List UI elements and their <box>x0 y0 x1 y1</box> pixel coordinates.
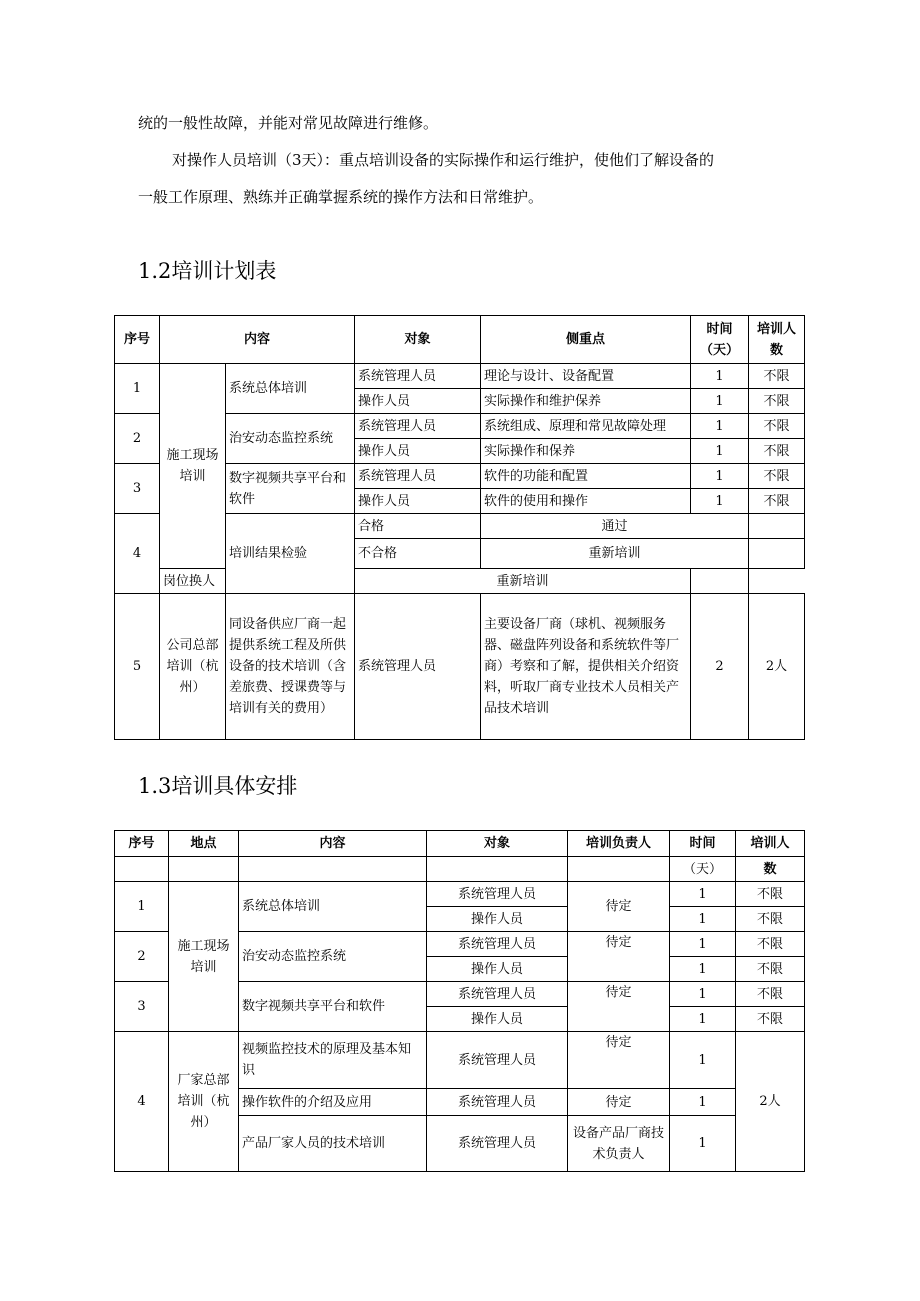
focus-cell: 软件的功能和配置 <box>481 464 691 489</box>
people-cell: 2人 <box>749 594 805 740</box>
people-cell: 不限 <box>749 439 805 464</box>
site-cell: 厂家总部培训（杭州） <box>169 1032 239 1172</box>
empty-cell <box>691 569 749 594</box>
target-cell: 系统管理人员 <box>427 1032 568 1089</box>
target-cell: 操作人员 <box>427 957 568 982</box>
outcome-cell: 重新培训 <box>355 569 691 594</box>
site-cell: 公司总部培训（杭州） <box>160 594 226 740</box>
header-people-cont: 数 <box>736 857 805 882</box>
row-no: 3 <box>115 464 160 514</box>
content-cell: 培训结果检验 <box>226 514 355 594</box>
row-no: 2 <box>115 932 169 982</box>
target-cell: 系统管理人员 <box>427 982 568 1007</box>
target-cell: 操作人员 <box>355 439 481 464</box>
time-cell: 1 <box>691 439 749 464</box>
people-cell: 不限 <box>749 389 805 414</box>
header-time-unit: （天） <box>670 857 736 882</box>
owner-cell: 待定 <box>568 1089 670 1116</box>
target-cell: 操作人员 <box>355 389 481 414</box>
owner-cell: 待定 <box>568 982 670 1032</box>
time-cell: 1 <box>691 389 749 414</box>
content-cell: 治安动态监控系统 <box>239 932 427 982</box>
outcome-cell: 重新培训 <box>481 539 749 569</box>
target-cell: 系统管理人员 <box>355 464 481 489</box>
header-time: 时间 <box>670 831 736 857</box>
header-time: 时间（天） <box>691 316 749 364</box>
target-cell: 系统管理人员 <box>355 594 481 740</box>
target-cell: 系统管理人员 <box>427 1116 568 1172</box>
people-cell: 不限 <box>749 364 805 389</box>
target-cell: 系统管理人员 <box>427 1089 568 1116</box>
time-cell: 1 <box>670 982 736 1007</box>
target-cell: 系统管理人员 <box>355 414 481 439</box>
site-cell: 施工现场培训 <box>169 882 239 1032</box>
header-target: 对象 <box>427 831 568 857</box>
outcome-cell: 通过 <box>481 514 749 539</box>
focus-cell: 软件的使用和操作 <box>481 489 691 514</box>
target-cell: 操作人员 <box>427 1007 568 1032</box>
people-cell: 不限 <box>749 464 805 489</box>
owner-cell: 待定 <box>568 932 670 982</box>
people-cell: 不限 <box>736 907 805 932</box>
row-no: 4 <box>115 514 160 594</box>
site-cell: 施工现场培训 <box>160 364 226 569</box>
empty-cell <box>427 857 568 882</box>
training-schedule-table <box>114 830 805 1172</box>
row-no: 2 <box>115 414 160 464</box>
people-cell: 不限 <box>736 932 805 957</box>
header-no: 序号 <box>115 831 169 857</box>
target-cell: 操作人员 <box>427 907 568 932</box>
header-place: 地点 <box>169 831 239 857</box>
target-cell: 系统管理人员 <box>427 882 568 907</box>
row-no: 4 <box>115 1032 169 1172</box>
empty-cell <box>749 514 805 539</box>
owner-cell: 待定 <box>568 1032 670 1089</box>
section-title-training-plan: 1.2培训计划表 <box>138 259 277 283</box>
time-cell: 1 <box>691 489 749 514</box>
time-cell: 1 <box>670 1007 736 1032</box>
time-cell: 1 <box>691 414 749 439</box>
row-no: 5 <box>115 594 160 740</box>
owner-cell: 设备产品厂商技术负责人 <box>568 1116 670 1172</box>
time-cell: 1 <box>691 364 749 389</box>
empty-cell <box>115 857 169 882</box>
intro-line-1: 统的一般性故障，并能对常见故障进行维修。 <box>138 114 439 132</box>
row-no: 3 <box>115 982 169 1032</box>
time-cell: 1 <box>670 882 736 907</box>
people-cell: 不限 <box>749 489 805 514</box>
training-plan-table <box>114 315 805 740</box>
focus-cell: 理论与设计、设备配置 <box>481 364 691 389</box>
target-cell: 操作人员 <box>355 489 481 514</box>
focus-cell: 系统组成、原理和常见故障处理 <box>481 414 691 439</box>
header-content: 内容 <box>160 316 355 364</box>
header-focus: 侧重点 <box>481 316 691 364</box>
time-cell: 1 <box>670 957 736 982</box>
row-no: 1 <box>115 882 169 932</box>
content-cell: 操作软件的介绍及应用 <box>239 1089 427 1116</box>
time-cell: 1 <box>670 907 736 932</box>
content-cell: 数字视频共享平台和软件 <box>239 982 427 1032</box>
result-cell: 不合格 <box>355 539 481 569</box>
intro-line-2: 对操作人员培训（3天）：重点培训设备的实际操作和运行维护，使他们了解设备的 <box>172 151 715 169</box>
focus-cell: 实际操作和维护保养 <box>481 389 691 414</box>
content-cell: 视频监控技术的原理及基本知识 <box>239 1032 427 1089</box>
people-cell: 不限 <box>749 414 805 439</box>
result-cell: 岗位换人 <box>160 569 226 594</box>
header-owner: 培训负责人 <box>568 831 670 857</box>
target-cell: 系统管理人员 <box>427 932 568 957</box>
people-cell: 不限 <box>736 982 805 1007</box>
target-cell: 系统管理人员 <box>355 364 481 389</box>
section-title-training-schedule: 1.3培训具体安排 <box>138 774 298 798</box>
empty-cell <box>568 857 670 882</box>
content-cell: 数字视频共享平台和软件 <box>226 464 355 514</box>
time-cell: 1 <box>670 932 736 957</box>
header-no: 序号 <box>115 316 160 364</box>
empty-cell <box>749 539 805 569</box>
header-content: 内容 <box>239 831 427 857</box>
time-cell: 1 <box>670 1116 736 1172</box>
empty-cell <box>239 857 427 882</box>
people-cell: 2人 <box>736 1032 805 1172</box>
content-cell: 治安动态监控系统 <box>226 414 355 464</box>
row-no: 1 <box>115 364 160 414</box>
focus-cell: 实际操作和保养 <box>481 439 691 464</box>
people-cell: 不限 <box>736 957 805 982</box>
owner-cell: 待定 <box>568 882 670 932</box>
people-cell: 不限 <box>736 1007 805 1032</box>
header-people: 培训人数 <box>749 316 805 364</box>
empty-cell <box>169 857 239 882</box>
people-cell: 不限 <box>736 882 805 907</box>
time-cell: 2 <box>691 594 749 740</box>
content-cell: 产品厂家人员的技术培训 <box>239 1116 427 1172</box>
header-target: 对象 <box>355 316 481 364</box>
intro-line-3: 一般工作原理、熟练并正确掌握系统的操作方法和日常维护。 <box>138 188 544 206</box>
result-cell: 合格 <box>355 514 481 539</box>
time-cell: 1 <box>691 464 749 489</box>
content-cell: 系统总体培训 <box>239 882 427 932</box>
header-people: 培训人 <box>736 831 805 857</box>
content-cell: 系统总体培训 <box>226 364 355 414</box>
focus-cell: 主要设备厂商（球机、视频服务器、磁盘阵列设备和系统软件等厂商）考察和了解，提供相关介绍资料，听取厂商专业技术人员相关产品技术培训 <box>481 594 691 740</box>
time-cell: 1 <box>670 1032 736 1089</box>
content-cell: 同设备供应厂商一起提供系统工程及所供设备的技术培训（含差旅费、授课费等与培训有关的费用） <box>226 594 355 740</box>
time-cell: 1 <box>670 1089 736 1116</box>
